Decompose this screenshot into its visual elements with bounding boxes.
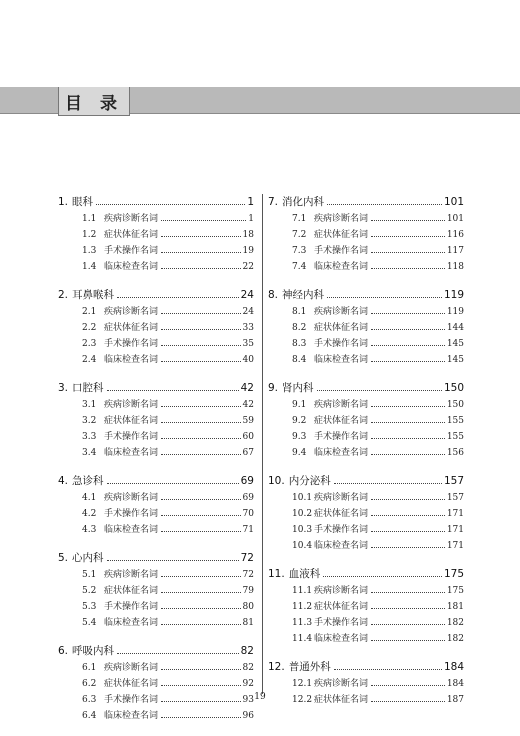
toc-subsection-entry[interactable] <box>58 336 254 352</box>
toc-subsection-entry[interactable] <box>268 352 464 368</box>
subsection-page-number: 144 <box>446 323 464 333</box>
subsection-number: 2.2 <box>82 323 97 333</box>
subsection-title: 手术操作名词 <box>314 525 369 535</box>
dot-leader <box>371 546 445 548</box>
chapter-page-number: 157 <box>443 475 464 487</box>
subsection-title: 手术操作名词 <box>314 339 369 349</box>
toc-subsection-entry[interactable] <box>58 304 254 320</box>
subsection-page-number: 59 <box>242 416 254 426</box>
dot-leader <box>161 405 241 407</box>
subsection-title: 疾病诊断名词 <box>104 663 159 673</box>
chapter-page-number: 24 <box>240 289 254 301</box>
toc-subsection-entry[interactable] <box>268 506 464 522</box>
toc-section <box>58 287 254 368</box>
subsection-number: 2.1 <box>82 307 97 317</box>
chapter-title: 眼科 <box>72 196 94 208</box>
toc-section <box>268 194 464 275</box>
subsection-page-number: 145 <box>446 355 464 365</box>
toc-subsection-entry[interactable] <box>58 708 254 724</box>
toc-subsection-entry[interactable] <box>268 227 464 243</box>
subsection-number: 5.4 <box>82 618 97 628</box>
dot-leader <box>161 360 241 362</box>
toc-subsection-entry[interactable] <box>268 429 464 445</box>
dot-leader <box>117 296 239 298</box>
dot-leader <box>371 530 445 532</box>
chapter-page-number: 119 <box>443 289 464 301</box>
subsection-title: 临床检查名词 <box>314 448 369 458</box>
subsection-number: 5.3 <box>82 602 97 612</box>
subsection-number: 8.3 <box>292 339 307 349</box>
toc-section <box>58 550 254 631</box>
dot-leader <box>161 607 241 609</box>
toc-subsection-entry[interactable] <box>268 676 464 692</box>
dot-leader <box>371 453 445 455</box>
toc-chapter-entry[interactable] <box>268 473 464 490</box>
chapter-title: 心内科 <box>72 552 104 564</box>
chapter-title: 急诊科 <box>72 475 104 487</box>
subsection-page-number: 60 <box>242 432 254 442</box>
chapter-page-number: 82 <box>240 645 254 657</box>
subsection-title: 临床检查名词 <box>104 262 159 272</box>
chapter-number: 3. <box>58 382 69 394</box>
chapter-title: 耳鼻喉科 <box>72 289 115 301</box>
subsection-page-number: 175 <box>446 586 464 596</box>
subsection-page-number: 117 <box>446 246 464 256</box>
subsection-number: 5.2 <box>82 586 97 596</box>
chapter-page-number: 42 <box>240 382 254 394</box>
subsection-title: 手术操作名词 <box>314 618 369 628</box>
dot-leader <box>371 344 445 346</box>
subsection-number: 7.3 <box>292 246 307 256</box>
subsection-title: 症状体征名词 <box>104 323 159 333</box>
subsection-page-number: 101 <box>446 214 464 224</box>
chapter-number: 10. <box>268 475 285 487</box>
chapter-page-number: 1 <box>247 196 254 208</box>
subsection-title: 疾病诊断名词 <box>104 307 159 317</box>
subsection-number: 3.2 <box>82 416 97 426</box>
toc-section <box>268 566 464 647</box>
subsection-page-number: 157 <box>446 493 464 503</box>
dot-leader <box>161 716 241 718</box>
dot-leader <box>371 312 445 314</box>
subsection-page-number: 182 <box>446 634 464 644</box>
toc-subsection-entry[interactable] <box>268 599 464 615</box>
dot-leader <box>161 267 241 269</box>
subsection-number: 11.4 <box>292 634 313 644</box>
subsection-number: 1.2 <box>82 230 97 240</box>
chapter-page-number: 101 <box>443 196 464 208</box>
toc-subsection-entry[interactable] <box>58 583 254 599</box>
toc-subsection-entry[interactable] <box>58 243 254 259</box>
dot-leader <box>371 267 445 269</box>
toc-subsection-entry[interactable] <box>58 660 254 676</box>
toc-section <box>58 194 254 275</box>
subsection-number: 9.4 <box>292 448 307 458</box>
subsection-number: 6.2 <box>82 679 97 689</box>
subsection-title: 症状体征名词 <box>314 230 369 240</box>
chapter-title: 肾内科 <box>282 382 314 394</box>
subsection-page-number: 72 <box>242 570 254 580</box>
toc-subsection-entry[interactable] <box>268 445 464 461</box>
subsection-number: 10.1 <box>292 493 313 503</box>
dot-leader <box>161 344 241 346</box>
subsection-title: 临床检查名词 <box>314 355 369 365</box>
toc-subsection-entry[interactable] <box>268 243 464 259</box>
subsection-page-number: 181 <box>446 602 464 612</box>
toc-subsection-entry[interactable] <box>268 522 464 538</box>
toc-subsection-entry[interactable] <box>58 490 254 506</box>
subsection-page-number: 80 <box>242 602 254 612</box>
subsection-number: 2.4 <box>82 355 97 365</box>
dot-leader <box>161 684 241 686</box>
toc-section <box>268 380 464 461</box>
subsection-number: 5.1 <box>82 570 97 580</box>
subsection-page-number: 67 <box>242 448 254 458</box>
dot-leader <box>371 405 445 407</box>
subsection-title: 疾病诊断名词 <box>314 307 369 317</box>
subsection-page-number: 171 <box>446 509 464 519</box>
toc-subsection-entry[interactable] <box>58 397 254 413</box>
subsection-number: 3.3 <box>82 432 97 442</box>
toc-subsection-entry[interactable] <box>268 538 464 554</box>
subsection-number: 7.2 <box>292 230 307 240</box>
dot-leader <box>161 668 241 670</box>
subsection-page-number: 1 <box>248 214 254 224</box>
dot-leader <box>371 498 445 500</box>
toc-section <box>58 643 254 724</box>
subsection-page-number: 182 <box>446 618 464 628</box>
chapter-title: 普通外科 <box>288 661 331 673</box>
subsection-title: 症状体征名词 <box>314 602 369 612</box>
toc-subsection-entry[interactable] <box>268 304 464 320</box>
subsection-page-number: 33 <box>242 323 254 333</box>
subsection-page-number: 82 <box>242 663 254 673</box>
chapter-number: 11. <box>268 568 285 580</box>
dot-leader <box>327 203 442 205</box>
subsection-page-number: 155 <box>446 432 464 442</box>
subsection-title: 手术操作名词 <box>314 246 369 256</box>
dot-leader <box>107 559 239 561</box>
toc-left-column <box>58 194 254 736</box>
subsection-title: 疾病诊断名词 <box>104 214 159 224</box>
subsection-title: 症状体征名词 <box>314 695 369 705</box>
subsection-number: 12.1 <box>292 679 313 689</box>
subsection-page-number: 81 <box>242 618 254 628</box>
dot-leader <box>327 296 442 298</box>
subsection-number: 6.4 <box>82 711 97 721</box>
toc-section <box>268 473 464 554</box>
subsection-page-number: 156 <box>446 448 464 458</box>
subsection-title: 症状体征名词 <box>314 509 369 519</box>
toc-subsection-entry[interactable] <box>58 259 254 275</box>
dot-leader <box>161 251 241 253</box>
subsection-number: 3.1 <box>82 400 97 410</box>
toc-subsection-entry[interactable] <box>268 320 464 336</box>
subsection-page-number: 70 <box>242 509 254 519</box>
subsection-number: 11.1 <box>292 586 313 596</box>
dot-leader <box>161 312 241 314</box>
subsection-title: 临床检查名词 <box>314 262 369 272</box>
dot-leader <box>161 623 241 625</box>
subsection-number: 12.2 <box>292 695 313 705</box>
chapter-number: 4. <box>58 475 69 487</box>
subsection-page-number: 71 <box>242 525 254 535</box>
toc-chapter-entry[interactable] <box>58 550 254 567</box>
subsection-title: 疾病诊断名词 <box>104 570 159 580</box>
toc-subsection-entry[interactable] <box>58 413 254 429</box>
column-divider <box>262 194 263 694</box>
chapter-title: 消化内科 <box>282 196 325 208</box>
toc-chapter-entry[interactable] <box>268 287 464 304</box>
toc-chapter-entry[interactable] <box>58 194 254 211</box>
subsection-page-number: 18 <box>242 230 254 240</box>
subsection-page-number: 42 <box>242 400 254 410</box>
subsection-number: 4.3 <box>82 525 97 535</box>
chapter-number: 12. <box>268 661 285 673</box>
subsection-number: 6.3 <box>82 695 97 705</box>
subsection-title: 疾病诊断名词 <box>104 400 159 410</box>
toc-subsection-entry[interactable] <box>58 506 254 522</box>
subsection-number: 7.1 <box>292 214 307 224</box>
subsection-number: 8.4 <box>292 355 307 365</box>
subsection-title: 手术操作名词 <box>104 339 159 349</box>
toc-subsection-entry[interactable] <box>268 631 464 647</box>
toc-chapter-entry[interactable] <box>58 380 254 397</box>
toc-subsection-entry[interactable] <box>58 211 254 227</box>
toc-section <box>268 287 464 368</box>
dot-leader <box>371 623 445 625</box>
chapter-title: 内分泌科 <box>288 475 331 487</box>
subsection-title: 手术操作名词 <box>104 602 159 612</box>
subsection-number: 9.1 <box>292 400 307 410</box>
dot-leader <box>161 437 241 439</box>
subsection-title: 临床检查名词 <box>314 541 369 551</box>
toc-subsection-entry[interactable] <box>58 227 254 243</box>
subsection-number: 9.2 <box>292 416 307 426</box>
toc-subsection-entry[interactable] <box>268 583 464 599</box>
chapter-title: 口腔科 <box>72 382 104 394</box>
dot-leader <box>161 530 241 532</box>
dot-leader <box>371 437 445 439</box>
dot-leader <box>161 421 241 423</box>
subsection-page-number: 187 <box>446 695 464 705</box>
subsection-page-number: 19 <box>242 246 254 256</box>
toc-chapter-entry[interactable] <box>268 194 464 211</box>
chapter-number: 1. <box>58 196 69 208</box>
subsection-title: 疾病诊断名词 <box>314 586 369 596</box>
dot-leader <box>334 482 442 484</box>
subsection-number: 7.4 <box>292 262 307 272</box>
footer-page-number: 19 <box>254 692 266 702</box>
subsection-page-number: 171 <box>446 541 464 551</box>
subsection-number: 11.2 <box>292 602 313 612</box>
dot-leader <box>371 591 445 593</box>
subsection-title: 手术操作名词 <box>314 432 369 442</box>
subsection-page-number: 35 <box>242 339 254 349</box>
dot-leader <box>117 652 239 654</box>
toc-subsection-entry[interactable] <box>58 615 254 631</box>
subsection-title: 临床检查名词 <box>104 711 159 721</box>
dot-leader <box>371 514 445 516</box>
subsection-number: 1.1 <box>82 214 97 224</box>
toc-chapter-entry[interactable] <box>268 380 464 397</box>
subsection-title: 症状体征名词 <box>104 416 159 426</box>
subsection-title: 疾病诊断名词 <box>314 679 369 689</box>
toc-section <box>58 380 254 461</box>
dot-leader <box>107 389 239 391</box>
toc-subsection-entry[interactable] <box>58 599 254 615</box>
toc-chapter-entry[interactable] <box>268 659 464 676</box>
toc-subsection-entry[interactable] <box>58 429 254 445</box>
subsection-title: 临床检查名词 <box>104 618 159 628</box>
subsection-number: 4.2 <box>82 509 97 519</box>
subsection-number: 1.4 <box>82 262 97 272</box>
dot-leader <box>161 514 241 516</box>
subsection-title: 症状体征名词 <box>314 416 369 426</box>
toc-subsection-entry[interactable] <box>268 259 464 275</box>
subsection-page-number: 118 <box>446 262 464 272</box>
dot-leader <box>371 421 445 423</box>
subsection-number: 8.1 <box>292 307 307 317</box>
dot-leader <box>161 498 241 500</box>
subsection-title: 临床检查名词 <box>104 448 159 458</box>
toc-subsection-entry[interactable] <box>58 352 254 368</box>
chapter-number: 2. <box>58 289 69 301</box>
dot-leader <box>371 328 445 330</box>
toc-subsection-entry[interactable] <box>268 490 464 506</box>
subsection-title: 手术操作名词 <box>104 432 159 442</box>
chapter-page-number: 184 <box>443 661 464 673</box>
subsection-title: 症状体征名词 <box>104 586 159 596</box>
subsection-title: 手术操作名词 <box>104 695 159 705</box>
chapter-page-number: 72 <box>240 552 254 564</box>
dot-leader <box>371 219 445 221</box>
chapter-page-number: 175 <box>443 568 464 580</box>
subsection-page-number: 22 <box>242 262 254 272</box>
subsection-page-number: 69 <box>242 493 254 503</box>
dot-leader <box>317 389 442 391</box>
toc-subsection-entry[interactable] <box>268 615 464 631</box>
subsection-title: 手术操作名词 <box>104 246 159 256</box>
subsection-number: 2.3 <box>82 339 97 349</box>
subsection-number: 1.3 <box>82 246 97 256</box>
dot-leader <box>161 235 241 237</box>
subsection-page-number: 145 <box>446 339 464 349</box>
toc-right-column <box>268 194 464 720</box>
toc-chapter-entry[interactable] <box>58 473 254 490</box>
toc-subsection-entry[interactable] <box>268 413 464 429</box>
toc-subsection-entry[interactable] <box>268 336 464 352</box>
subsection-title: 临床检查名词 <box>104 525 159 535</box>
subsection-number: 9.3 <box>292 432 307 442</box>
subsection-page-number: 155 <box>446 416 464 426</box>
dot-leader <box>96 203 245 205</box>
dot-leader <box>161 219 246 221</box>
subsection-number: 8.2 <box>292 323 307 333</box>
subsection-number: 4.1 <box>82 493 97 503</box>
subsection-title: 手术操作名词 <box>104 509 159 519</box>
subsection-number: 10.4 <box>292 541 313 551</box>
subsection-page-number: 93 <box>242 695 254 705</box>
toc-subsection-entry[interactable] <box>58 676 254 692</box>
subsection-number: 6.1 <box>82 663 97 673</box>
subsection-title: 临床检查名词 <box>314 634 369 644</box>
toc-subsection-entry[interactable] <box>268 211 464 227</box>
dot-leader <box>161 328 241 330</box>
dot-leader <box>161 575 241 577</box>
dot-leader <box>323 575 442 577</box>
subsection-title: 症状体征名词 <box>314 323 369 333</box>
dot-leader <box>371 235 445 237</box>
chapter-number: 8. <box>268 289 279 301</box>
subsection-number: 10.3 <box>292 525 313 535</box>
subsection-page-number: 92 <box>242 679 254 689</box>
subsection-page-number: 119 <box>446 307 464 317</box>
dot-leader <box>161 453 241 455</box>
dot-leader <box>371 360 445 362</box>
subsection-page-number: 116 <box>446 230 464 240</box>
toc-chapter-entry[interactable] <box>268 566 464 583</box>
chapter-number: 7. <box>268 196 279 208</box>
subsection-title: 疾病诊断名词 <box>104 493 159 503</box>
chapter-title: 神经内科 <box>282 289 325 301</box>
subsection-page-number: 96 <box>242 711 254 721</box>
subsection-page-number: 150 <box>446 400 464 410</box>
dot-leader <box>334 668 442 670</box>
toc-subsection-entry[interactable] <box>58 445 254 461</box>
chapter-page-number: 69 <box>240 475 254 487</box>
subsection-title: 疾病诊断名词 <box>314 493 369 503</box>
subsection-title: 临床检查名词 <box>104 355 159 365</box>
chapter-number: 5. <box>58 552 69 564</box>
dot-leader <box>107 482 239 484</box>
subsection-page-number: 171 <box>446 525 464 535</box>
subsection-page-number: 24 <box>242 307 254 317</box>
subsection-number: 11.3 <box>292 618 313 628</box>
dot-leader <box>161 591 241 593</box>
toc-subsection-entry[interactable] <box>58 522 254 538</box>
chapter-title: 血液科 <box>288 568 321 580</box>
chapter-number: 9. <box>268 382 279 394</box>
subsection-title: 症状体征名词 <box>104 230 159 240</box>
page-title: 目 录 <box>58 87 130 116</box>
subsection-title: 症状体征名词 <box>104 679 159 689</box>
toc-section <box>58 473 254 538</box>
subsection-page-number: 184 <box>446 679 464 689</box>
subsection-title: 疾病诊断名词 <box>314 214 369 224</box>
subsection-number: 10.2 <box>292 509 313 519</box>
dot-leader <box>371 639 445 641</box>
chapter-page-number: 150 <box>443 382 464 394</box>
chapter-number: 6. <box>58 645 69 657</box>
dot-leader <box>371 607 445 609</box>
subsection-title: 疾病诊断名词 <box>314 400 369 410</box>
subsection-page-number: 40 <box>242 355 254 365</box>
toc-chapter-entry[interactable] <box>58 643 254 660</box>
toc-chapter-entry[interactable] <box>58 287 254 304</box>
chapter-title: 呼吸内科 <box>72 645 115 657</box>
toc-subsection-entry[interactable] <box>58 320 254 336</box>
subsection-number: 3.4 <box>82 448 97 458</box>
dot-leader <box>371 684 445 686</box>
toc-subsection-entry[interactable] <box>58 567 254 583</box>
toc-subsection-entry[interactable] <box>268 397 464 413</box>
subsection-page-number: 79 <box>242 586 254 596</box>
dot-leader <box>371 251 445 253</box>
